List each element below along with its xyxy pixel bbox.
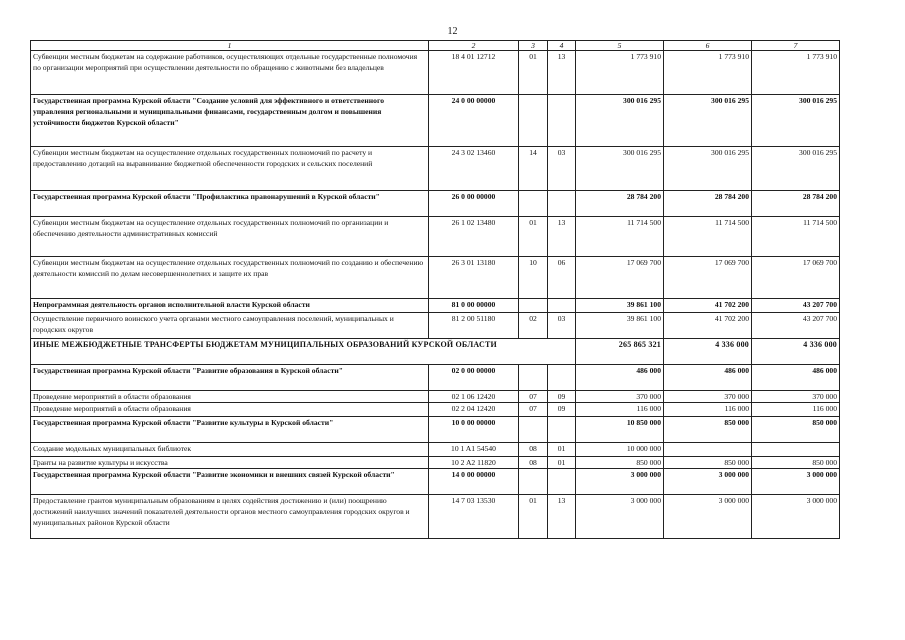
amount-year2-cell [664, 443, 752, 457]
table-row [31, 217, 840, 257]
column-header: 1 [31, 41, 429, 51]
table-row [31, 95, 840, 147]
subsection-cell [548, 469, 576, 495]
section-cell: 07 [519, 403, 548, 417]
target-code-cell: 02 0 00 00000 [429, 365, 519, 391]
subsection-cell: 13 [548, 495, 576, 539]
amount-year1-cell: 850 000 [576, 457, 664, 469]
subsection-cell: 13 [548, 217, 576, 257]
amount-year1-cell: 1 773 910 [576, 51, 664, 95]
row-name-cell: Проведение мероприятий в области образования [31, 403, 429, 417]
subsection-cell: 03 [548, 313, 576, 339]
column-header: 4 [548, 41, 576, 51]
section-cell: 02 [519, 313, 548, 339]
target-code-cell: 18 4 01 12712 [429, 51, 519, 95]
section-cell [519, 417, 548, 443]
amount-year2-cell: 4 336 000 [664, 339, 752, 365]
target-code-cell: 26 0 00 00000 [429, 191, 519, 217]
column-header: 2 [429, 41, 519, 51]
table-row [31, 403, 840, 417]
amount-year2-cell: 116 000 [664, 403, 752, 417]
target-code-cell: 14 0 00 00000 [429, 469, 519, 495]
column-header: 3 [519, 41, 548, 51]
section-cell: 08 [519, 457, 548, 469]
amount-year2-cell: 486 000 [664, 365, 752, 391]
amount-year2-cell: 300 016 295 [664, 147, 752, 191]
amount-year1-cell: 486 000 [576, 365, 664, 391]
subsection-cell [548, 417, 576, 443]
row-name-cell: Государственная программа Курской области "Создание условий для эффективного и ответственного управления региональными и муниципальными финансами, государственным долгом и повышения устойчивости бюджетов Курской области" [31, 95, 429, 147]
column-header: 5 [576, 41, 664, 51]
subsection-cell [548, 191, 576, 217]
amount-year1-cell: 116 000 [576, 403, 664, 417]
amount-year3-cell: 3 000 000 [752, 495, 840, 539]
amount-year3-cell: 3 000 000 [752, 469, 840, 495]
table-row [31, 443, 840, 457]
target-code-cell: 14 7 03 13530 [429, 495, 519, 539]
amount-year2-cell: 1 773 910 [664, 51, 752, 95]
target-code-cell: 10 1 A1 54540 [429, 443, 519, 457]
budget-table [30, 40, 840, 539]
row-name-cell: Субвенции местным бюджетам на осуществление отдельных государственных полномочий по организации и обеспечению деятельности административных комиссий [31, 217, 429, 257]
target-code-cell: 81 0 00 00000 [429, 299, 519, 313]
subsection-cell: 09 [548, 391, 576, 403]
subsection-cell [548, 95, 576, 147]
row-name-cell: Непрограммная деятельность органов исполнительной власти Курской области [31, 299, 429, 313]
amount-year3-cell: 300 016 295 [752, 147, 840, 191]
amount-year1-cell: 370 000 [576, 391, 664, 403]
amount-year1-cell: 300 016 295 [576, 147, 664, 191]
amount-year1-cell: 39 861 100 [576, 299, 664, 313]
table-row [31, 391, 840, 403]
amount-year2-cell: 41 702 200 [664, 299, 752, 313]
amount-year1-cell: 10 000 000 [576, 443, 664, 457]
amount-year2-cell: 850 000 [664, 417, 752, 443]
amount-year3-cell: 850 000 [752, 457, 840, 469]
target-code-cell: 81 2 00 51180 [429, 313, 519, 339]
subsection-cell: 01 [548, 457, 576, 469]
subsection-cell: 09 [548, 403, 576, 417]
table-row [31, 51, 840, 95]
row-name-cell: Создание модельных муниципальных библиотек [31, 443, 429, 457]
subsection-cell: 13 [548, 51, 576, 95]
table-row [31, 365, 840, 391]
amount-year2-cell: 3 000 000 [664, 495, 752, 539]
table-row [31, 495, 840, 539]
target-code-cell: 24 3 02 13460 [429, 147, 519, 191]
section-cell: 01 [519, 495, 548, 539]
subsection-cell [548, 299, 576, 313]
column-header: 6 [664, 41, 752, 51]
row-name-cell: Субвенции местным бюджетам на осуществление отдельных государственных полномочий по созданию и обеспечению деятельности комиссий по делам несовершеннолетних и защите их прав [31, 257, 429, 299]
amount-year2-cell: 850 000 [664, 457, 752, 469]
amount-year3-cell: 4 336 000 [752, 339, 840, 365]
table-row [31, 313, 840, 339]
table-row [31, 147, 840, 191]
table-body [31, 51, 840, 539]
amount-year1-cell: 11 714 500 [576, 217, 664, 257]
target-code-cell: 10 0 00 00000 [429, 417, 519, 443]
section-cell: 14 [519, 147, 548, 191]
row-name-cell: Государственная программа Курской области "Профилактика правонарушений в Курской области" [31, 191, 429, 217]
table-row [31, 417, 840, 443]
amount-year1-cell: 265 865 321 [576, 339, 664, 365]
amount-year1-cell: 28 784 200 [576, 191, 664, 217]
amount-year1-cell: 3 000 000 [576, 469, 664, 495]
amount-year1-cell: 10 850 000 [576, 417, 664, 443]
target-code-cell: 26 3 01 13180 [429, 257, 519, 299]
section-cell: 08 [519, 443, 548, 457]
section-cell [519, 191, 548, 217]
target-code-cell: 24 0 00 00000 [429, 95, 519, 147]
amount-year3-cell: 486 000 [752, 365, 840, 391]
section-cell: 10 [519, 257, 548, 299]
amount-year3-cell: 28 784 200 [752, 191, 840, 217]
target-code-cell: 26 1 02 13480 [429, 217, 519, 257]
row-name-cell: ИНЫЕ МЕЖБЮДЖЕТНЫЕ ТРАНСФЕРТЫ БЮДЖЕТАМ МУНИЦИПАЛЬНЫХ ОБРАЗОВАНИЙ КУРСКОЙ ОБЛАСТИ [31, 339, 576, 365]
amount-year1-cell: 300 016 295 [576, 95, 664, 147]
amount-year3-cell: 1 773 910 [752, 51, 840, 95]
row-name-cell: Государственная программа Курской области "Развитие образования в Курской области" [31, 365, 429, 391]
section-cell [519, 469, 548, 495]
row-name-cell: Гранты на развитие культуры и искусства [31, 457, 429, 469]
amount-year3-cell: 43 207 700 [752, 313, 840, 339]
table-row [31, 457, 840, 469]
row-name-cell: Субвенции местным бюджетам на содержание работников, осуществляющих отдельные государственные полномочия по организации мероприятий при осуществлении деятельности по обращению с животными без владельцев [31, 51, 429, 95]
column-number-row [31, 41, 840, 51]
row-name-cell: Осуществление первичного воинского учета органами местного самоуправления поселений, муниципальных и городских округов [31, 313, 429, 339]
table-row [31, 257, 840, 299]
amount-year3-cell [752, 443, 840, 457]
amount-year2-cell: 11 714 500 [664, 217, 752, 257]
amount-year3-cell: 116 000 [752, 403, 840, 417]
section-cell [519, 95, 548, 147]
section-cell: 07 [519, 391, 548, 403]
section-cell [519, 299, 548, 313]
table-row [31, 299, 840, 313]
subsection-cell: 01 [548, 443, 576, 457]
amount-year3-cell: 370 000 [752, 391, 840, 403]
target-code-cell: 10 2 A2 11820 [429, 457, 519, 469]
section-cell: 01 [519, 217, 548, 257]
row-name-cell: Государственная программа Курской области "Развитие культуры в Курской области" [31, 417, 429, 443]
amount-year1-cell: 17 069 700 [576, 257, 664, 299]
target-code-cell: 02 1 06 12420 [429, 391, 519, 403]
row-name-cell: Субвенции местным бюджетам на осуществление отдельных государственных полномочий по расчету и предоставлению дотаций на выравнивание бюджетной обеспеченности городских и сельских поселений [31, 147, 429, 191]
column-header: 7 [752, 41, 840, 51]
row-name-cell: Государственная программа Курской области "Развитие экономики и внешних связей Курской области" [31, 469, 429, 495]
row-name-cell: Предоставление грантов муниципальным образованиям в целях содействия достижению и (или) поощрению достижений наилучших значений показателей деятельности органов местного самоуправления городских округов и муниципальных районов Курской области [31, 495, 429, 539]
amount-year3-cell: 850 000 [752, 417, 840, 443]
subsection-cell: 03 [548, 147, 576, 191]
target-code-cell: 02 2 04 12420 [429, 403, 519, 417]
subsection-cell [548, 365, 576, 391]
amount-year3-cell: 43 207 700 [752, 299, 840, 313]
amount-year3-cell: 300 016 295 [752, 95, 840, 147]
subsection-cell: 06 [548, 257, 576, 299]
amount-year3-cell: 17 069 700 [752, 257, 840, 299]
table-row [31, 469, 840, 495]
amount-year1-cell: 3 000 000 [576, 495, 664, 539]
amount-year2-cell: 370 000 [664, 391, 752, 403]
section-cell [519, 365, 548, 391]
amount-year2-cell: 41 702 200 [664, 313, 752, 339]
section-cell: 01 [519, 51, 548, 95]
amount-year1-cell: 39 861 100 [576, 313, 664, 339]
amount-year3-cell: 11 714 500 [752, 217, 840, 257]
amount-year2-cell: 3 000 000 [664, 469, 752, 495]
table-row [31, 191, 840, 217]
page-number: 12 [447, 26, 458, 37]
amount-year2-cell: 28 784 200 [664, 191, 752, 217]
row-name-cell: Проведение мероприятий в области образования [31, 391, 429, 403]
amount-year2-cell: 300 016 295 [664, 95, 752, 147]
table-row [31, 339, 840, 365]
amount-year2-cell: 17 069 700 [664, 257, 752, 299]
